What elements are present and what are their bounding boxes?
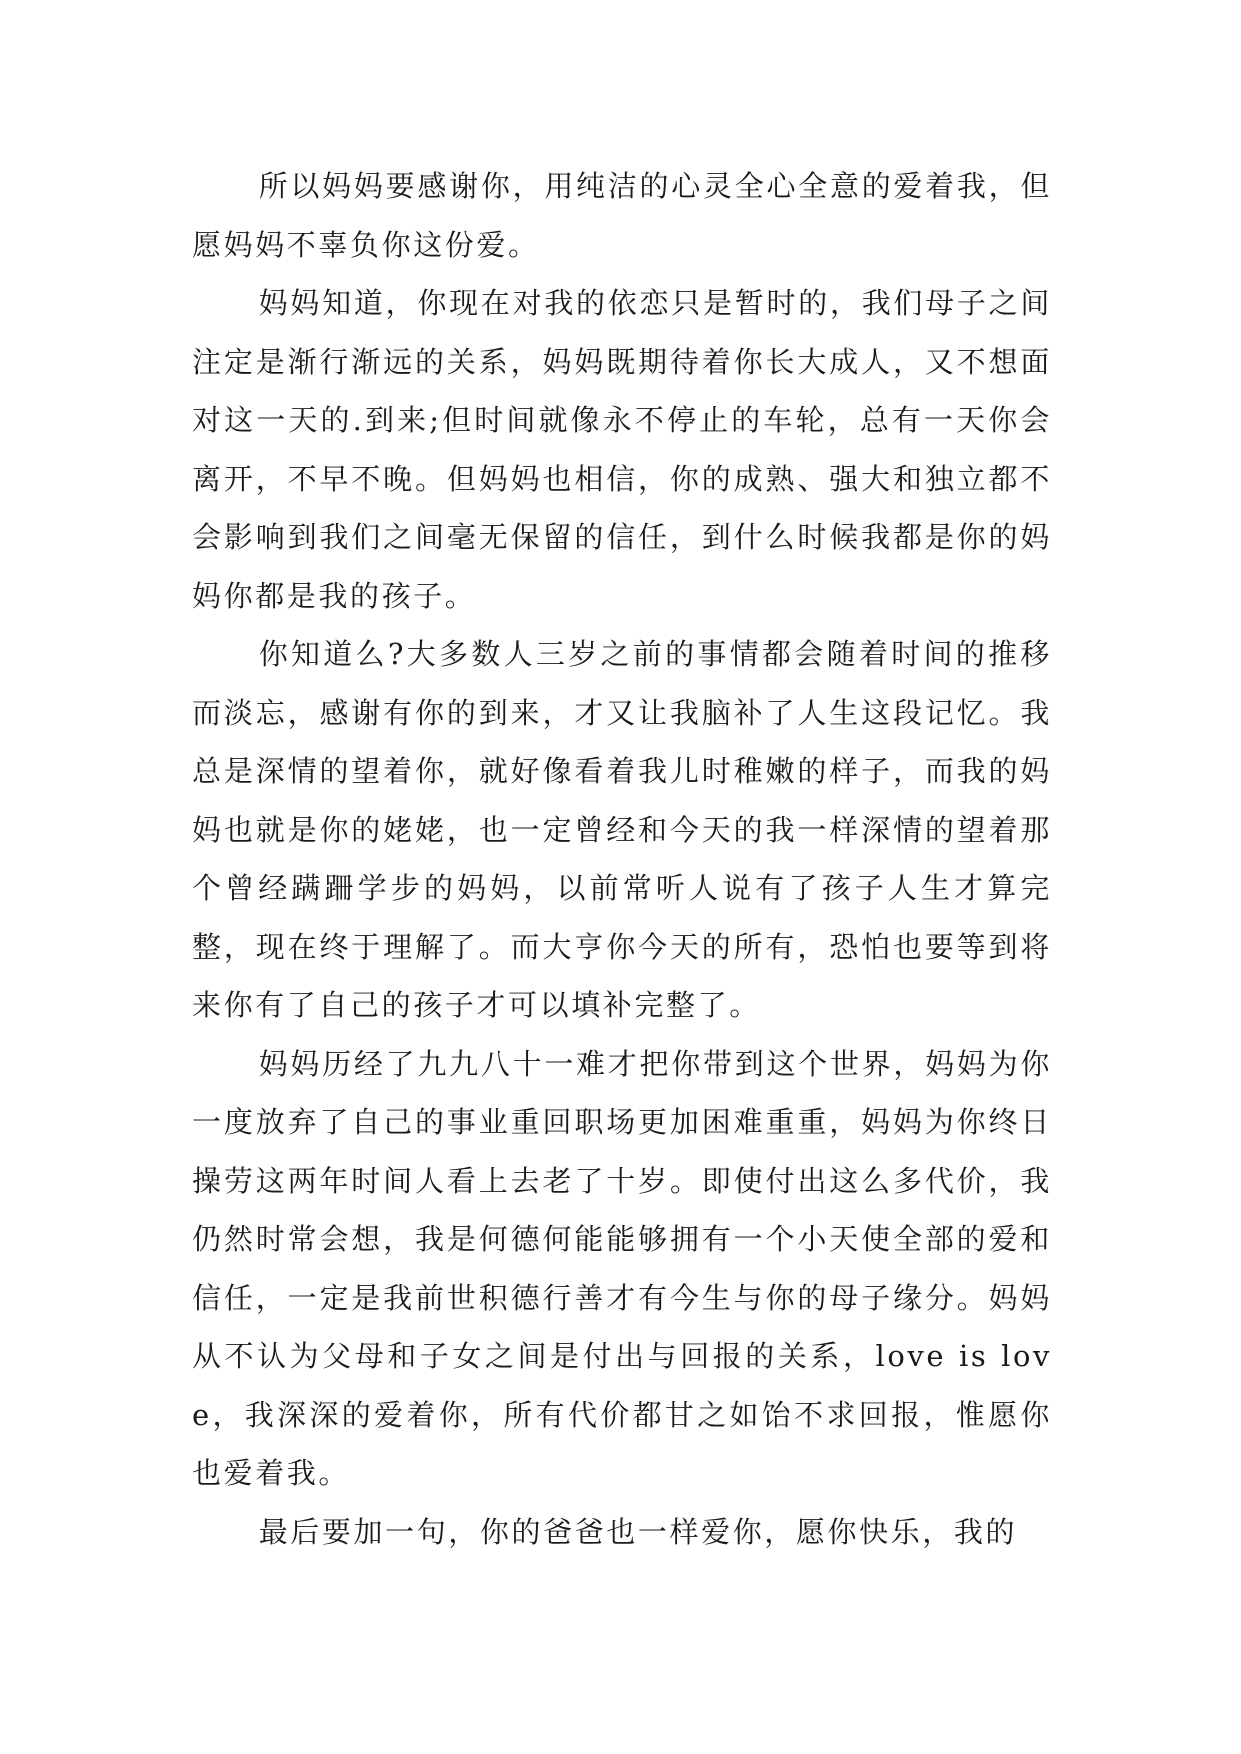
paragraph: 妈妈知道，你现在对我的依恋只是暂时的，我们母子之间注定是渐行渐远的关系，妈妈既期待着你长大成人，又不想面对这一天的.到来;但时间就像永不停止的车轮，总有一天你会离开，不早不晚。但妈妈也相信，你的成熟、强大和独立都不会影响到我们之间毫无保留的信任，到什么时候我都是你的妈妈你都是我的孩子。 xyxy=(192,286,1052,613)
paragraph: 妈妈历经了九九八十一难才把你带到这个世界，妈妈为你一度放弃了自己的事业重回职场更加困难重重，妈妈为你终日操劳这两年时间人看上去老了十岁。即使付出这么多代价，我仍然时常会想，我是何德何能能够拥有一个小天使全部的爱和信任，一定是我前世积德行善才有今生与你的母子缘分。妈妈从不认为父母和子女之间是付出与回报的关系，love is love，我深深的爱着你，所有代价都甘之如饴不求回报，惟愿你也爱着我。 xyxy=(192,1046,1052,1490)
paragraph: 最后要加一句，你的爸爸也一样爱你，愿你快乐，我的 xyxy=(258,1514,1018,1549)
paragraph: 所以妈妈要感谢你，用纯洁的心灵全心全意的爱着我，但愿妈妈不辜负你这份爱。 xyxy=(192,169,1052,262)
paragraph: 你知道么?大多数人三岁之前的事情都会随着时间的推移而淡忘，感谢有你的到来，才又让我脑补了人生这段记忆。我总是深情的望着你，就好像看着我儿时稚嫩的样子，而我的妈妈也就是你的姥姥，也一定曾经和今天的我一样深情的望着那个曾经蹒跚学步的妈妈，以前常听人说有了孩子人生才算完整，现在终于理解了。而大亨你今天的所有，恐怕也要等到将来你有了自己的孩子才可以填补完整了。 xyxy=(192,637,1052,1022)
document-body xyxy=(192,157,1052,1561)
